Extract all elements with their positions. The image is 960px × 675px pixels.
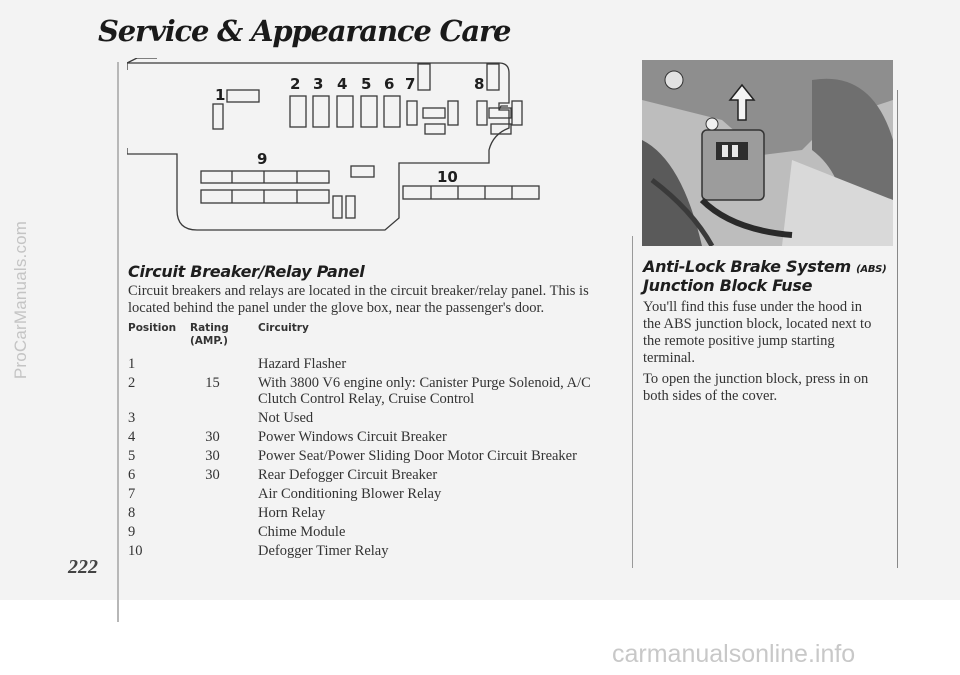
- relay-7-left: [407, 101, 417, 125]
- cell-position: 1: [128, 356, 136, 372]
- col-header-rating-unit: (AMP.): [190, 335, 228, 347]
- diagram-label-6: 6: [384, 75, 395, 93]
- relay-5: [361, 96, 377, 127]
- relay-twin-right: [346, 196, 355, 218]
- abs-paragraph-1: [643, 299, 893, 367]
- cell-rating: 15: [205, 375, 220, 391]
- cell-rating: 30: [205, 429, 220, 445]
- abs-heading-abbr: (ABS): [856, 264, 887, 275]
- abs-para1-line-3: the remote positive jump starting: [643, 333, 835, 349]
- diagram-label-9: 9: [257, 150, 268, 168]
- bottom-watermark: carmanualsonline.info: [612, 640, 856, 668]
- abs-junction-block-photo: [642, 60, 893, 246]
- relay-2: [290, 96, 306, 127]
- diagram-label-1: 1: [215, 86, 226, 104]
- fuse-row-10: [403, 186, 539, 199]
- cell-circuitry: Power Seat/Power Sliding Door Motor Circuit Breaker: [258, 448, 577, 464]
- relay-7-mid: [423, 108, 445, 118]
- cell-circuitry: Not Used: [258, 410, 314, 426]
- diagram-label-7: 7: [405, 75, 416, 93]
- cell-position: 3: [128, 410, 136, 426]
- relay-3: [313, 96, 329, 127]
- panel-top-corner: [127, 58, 157, 63]
- abs-para2-line-1: To open the junction block, press in on: [643, 371, 869, 387]
- relay-panel-diagram: [127, 58, 627, 236]
- cell-rating: 30: [205, 448, 220, 464]
- cell-circuitry: Defogger Timer Relay: [258, 543, 389, 559]
- circuit-breaker-heading: Circuit Breaker/Relay Panel: [128, 262, 365, 281]
- cell-circuitry: Horn Relay: [258, 505, 326, 521]
- side-watermark: [6, 0, 36, 600]
- intro-line-1: Circuit breakers and relays are located in the circuit breaker/relay panel. This is: [128, 283, 589, 299]
- fuse-row-lower: [201, 190, 329, 203]
- relay-8-right: [512, 101, 522, 125]
- cell-position: 2: [128, 375, 136, 391]
- margin-rule: [117, 62, 119, 622]
- diagram-label-10: 10: [437, 168, 458, 186]
- relay-7-right: [448, 101, 458, 125]
- cell-position: 8: [128, 505, 136, 521]
- right-margin-rule: [897, 90, 898, 568]
- side-watermark-text: ProCarManuals.com: [11, 220, 30, 380]
- relay-1-top: [227, 90, 259, 102]
- cell-position: 5: [128, 448, 136, 464]
- relay-9-small: [351, 166, 374, 177]
- relay-7-bottom: [425, 124, 445, 134]
- cell-circuitry: Power Windows Circuit Breaker: [258, 429, 447, 445]
- abs-para1-line-1: You'll find this fuse under the hood in: [643, 299, 863, 315]
- cell-position: 4: [128, 429, 136, 445]
- diagram-label-8: 8: [474, 75, 485, 93]
- circuit-breaker-intro: [128, 283, 628, 317]
- abs-paragraph-2: [643, 371, 893, 405]
- abs-para1-line-4: terminal.: [643, 350, 695, 366]
- cell-circuitry: Rear Defogger Circuit Breaker: [258, 467, 438, 483]
- cell-position: 9: [128, 524, 136, 540]
- col-header-position: Position: [128, 322, 177, 334]
- page-number: 222: [68, 556, 98, 578]
- cell-circuitry: Hazard Flasher: [258, 356, 347, 372]
- relay-1-side: [213, 104, 223, 129]
- cell-rating: 30: [205, 467, 220, 483]
- cell-position: 10: [128, 543, 143, 559]
- diagram-label-2: 2: [290, 75, 301, 93]
- abs-para1-line-2: the ABS junction block, located next to: [643, 316, 872, 332]
- relay-8-left: [477, 101, 487, 125]
- abs-heading-line-1: [643, 257, 886, 276]
- col-header-rating: Rating: [190, 322, 229, 334]
- page-title: Service & Appearance Care: [98, 14, 511, 48]
- cell-circuitry: With 3800 V6 engine only: Canister Purge Solenoid, A/C: [258, 375, 591, 391]
- col-header-circuitry: Circuitry: [258, 322, 309, 334]
- cell-circuitry-cont: Clutch Control Relay, Cruise Control: [258, 391, 475, 407]
- relay-6: [384, 96, 400, 127]
- diagram-label-3: 3: [313, 75, 324, 93]
- column-divider: [632, 236, 633, 568]
- intro-line-2: located behind the panel under the glove box, near the passenger's door.: [128, 300, 545, 316]
- relay-twin-left: [333, 196, 342, 218]
- cell-position: 6: [128, 467, 136, 483]
- relay-8-top: [487, 64, 499, 90]
- fuse-row-upper: [201, 171, 329, 183]
- abs-heading-text: Anti-Lock Brake System: [643, 257, 851, 276]
- cell-circuitry: Air Conditioning Blower Relay: [258, 486, 442, 502]
- diagram-label-4: 4: [337, 75, 348, 93]
- cell-position: 7: [128, 486, 136, 502]
- relay-4: [337, 96, 353, 127]
- cell-circuitry: Chime Module: [258, 524, 346, 540]
- abs-para2-line-2: both sides of the cover.: [643, 388, 778, 404]
- abs-heading-line-2: Junction Block Fuse: [643, 276, 813, 295]
- diagram-label-5: 5: [361, 75, 372, 93]
- relay-7-top: [418, 64, 430, 90]
